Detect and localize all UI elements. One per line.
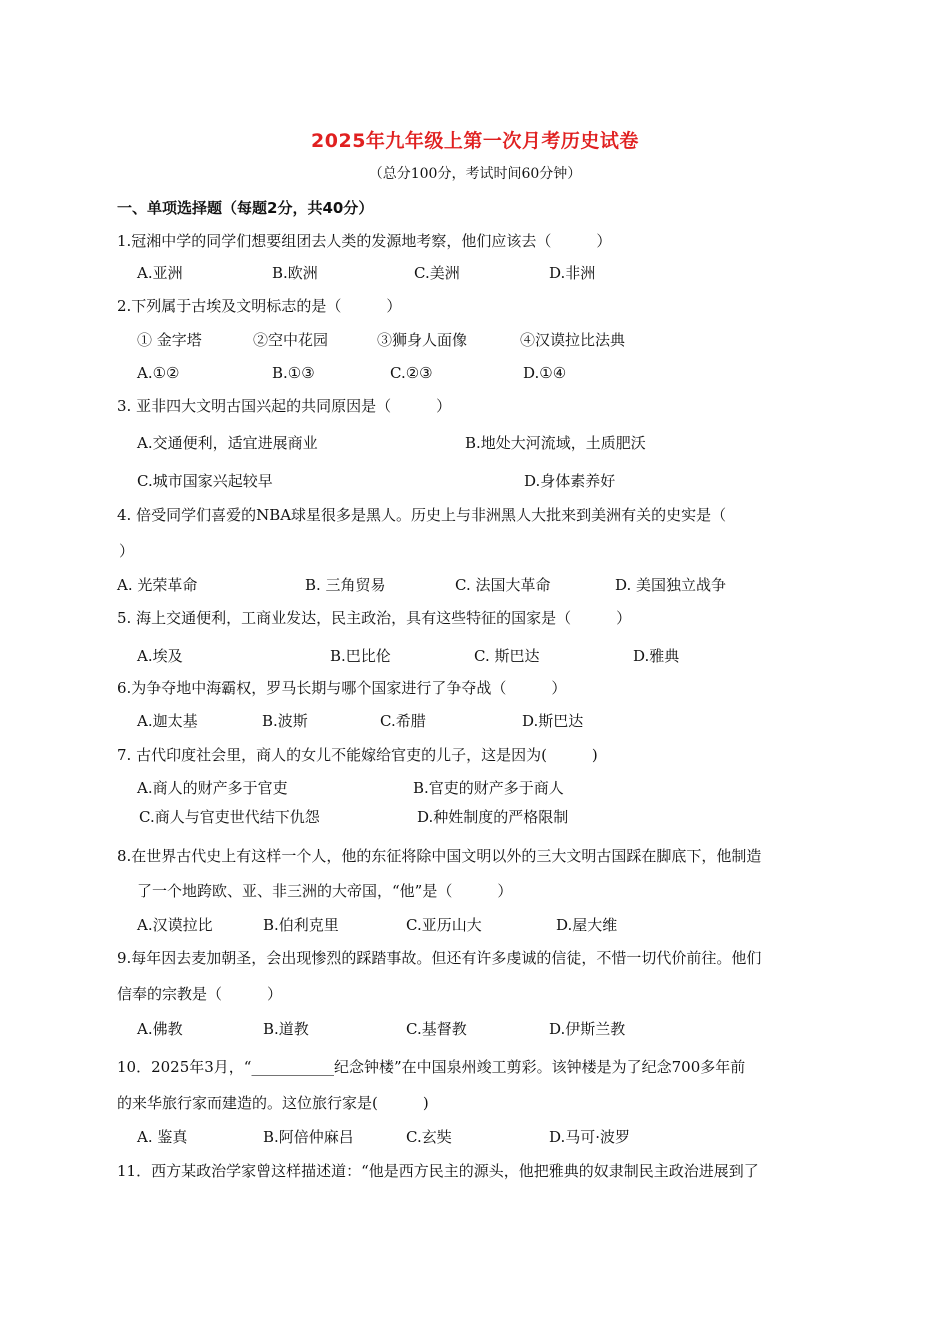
exam-title: 2025年九年级上第一次月考历史试卷 [311, 130, 639, 152]
q3-option-b: B.地处大河流域，土质肥沃 [465, 434, 646, 452]
section-heading: 一、单项选择题（每题2分，共40分） [117, 199, 374, 217]
q10-option-d: D.马可·波罗 [549, 1128, 631, 1146]
q2-option-c: C.②③ [390, 364, 433, 382]
question-4-stem-cont: ） [119, 542, 135, 560]
q3-option-d: D.身体素养好 [524, 472, 616, 490]
question-4-stem: 4. 倍受同学们喜爱的NBA球星很多是黑人。历史上与非洲黑人大批来到美洲有关的史实是（ [117, 506, 727, 524]
q2-statement-3: ③狮身人面像 [377, 331, 468, 349]
q7-option-d: D.种姓制度的严格限制 [417, 808, 569, 826]
q6-option-d: D.斯巴达 [522, 712, 584, 730]
q1-option-a: A.亚洲 [137, 264, 183, 282]
q1-option-c: C.美洲 [414, 264, 460, 282]
q2-statement-2: ②空中花园 [253, 331, 329, 349]
q6-option-b: B.波斯 [262, 712, 308, 730]
question-2-stem: 2.下列属于古埃及文明标志的是（ ） [117, 297, 402, 315]
q10-option-b: B.阿倍仲麻吕 [263, 1128, 354, 1146]
q7-option-a: A.商人的财产多于官吏 [137, 779, 288, 797]
q4-option-d: D. 美国独立战争 [615, 576, 727, 594]
question-7-stem: 7. 古代印度社会里，商人的女儿不能嫁给官吏的儿子，这是因为( ) [117, 746, 598, 764]
question-9-stem-cont: 信奉的宗教是（ ） [117, 985, 283, 1003]
q6-option-a: A.迦太基 [137, 712, 198, 730]
q5-option-a: A.埃及 [137, 647, 183, 665]
q9-option-b: B.道教 [263, 1020, 309, 1038]
q9-option-c: C.基督教 [406, 1020, 467, 1038]
q2-statement-4: ④汉谟拉比法典 [520, 331, 626, 349]
question-1-stem: 1.冠湘中学的同学们想要组团去人类的发源地考察，他们应该去（ ） [117, 232, 612, 250]
question-10-stem-cont: 的来华旅行家而建造的。这位旅行家是( ) [117, 1094, 429, 1112]
q2-option-b: B.①③ [272, 364, 315, 382]
q5-option-c: C. 斯巴达 [474, 647, 540, 665]
q7-option-c: C.商人与官吏世代结下仇怨 [139, 808, 320, 826]
question-6-stem: 6.为争夺地中海霸权，罗马长期与哪个国家进行了争夺战（ ） [117, 679, 567, 697]
q8-option-a: A.汉谟拉比 [137, 916, 213, 934]
q4-option-a: A. 光荣革命 [117, 576, 198, 594]
q2-option-d: D.①④ [523, 364, 567, 382]
q8-option-d: D.屋大维 [556, 916, 618, 934]
q8-option-b: B.伯利克里 [263, 916, 339, 934]
q10-option-a: A. 鉴真 [137, 1128, 188, 1146]
question-5-stem: 5. 海上交通便利，工商业发达，民主政治，具有这些特征的国家是（ ） [117, 609, 632, 627]
q9-option-a: A.佛教 [137, 1020, 183, 1038]
question-11-stem: 11．西方某政治学家曾这样描述道：“他是西方民主的源头，他把雅典的奴隶制民主政治进展到了 [117, 1162, 759, 1180]
q5-option-b: B.巴比伦 [330, 647, 391, 665]
q4-option-c: C. 法国大革命 [455, 576, 551, 594]
q1-option-b: B.欧洲 [272, 264, 318, 282]
q7-option-b: B.官吏的财产多于商人 [413, 779, 564, 797]
question-9-stem: 9.每年因去麦加朝圣，会出现惨烈的踩踏事故。但还有许多虔诚的信徒，不惜一切代价前往。他们 [117, 949, 762, 967]
q1-option-d: D.非洲 [549, 264, 596, 282]
q8-option-c: C.亚历山大 [406, 916, 482, 934]
exam-subtitle: （总分100分，考试时间60分钟） [368, 166, 582, 182]
q9-option-d: D.伊斯兰教 [549, 1020, 626, 1038]
question-3-stem: 3. 亚非四大文明古国兴起的共同原因是（ ） [117, 397, 452, 415]
q4-option-b: B. 三角贸易 [305, 576, 386, 594]
q6-option-c: C.希腊 [380, 712, 426, 730]
question-8-stem-cont: 了一个地跨欧、亚、非三洲的大帝国，“他”是（ ） [137, 882, 513, 900]
question-8-stem: 8.在世界古代史上有这样一个人，他的东征将除中国文明以外的三大文明古国踩在脚底下，他制造 [117, 847, 762, 865]
q5-option-d: D.雅典 [633, 647, 680, 665]
q3-option-c: C.城市国家兴起较早 [137, 472, 273, 490]
question-10-stem: 10．2025年3月，“___________纪念钟楼”在中国泉州竣工剪彩。该钟楼是为了纪念700多年前 [117, 1058, 746, 1076]
q2-option-a: A.①② [137, 364, 180, 382]
q3-option-a: A.交通便利，适宜进展商业 [137, 434, 318, 452]
q2-statement-1: ① 金字塔 [137, 331, 202, 349]
q10-option-c: C.玄奘 [406, 1128, 452, 1146]
